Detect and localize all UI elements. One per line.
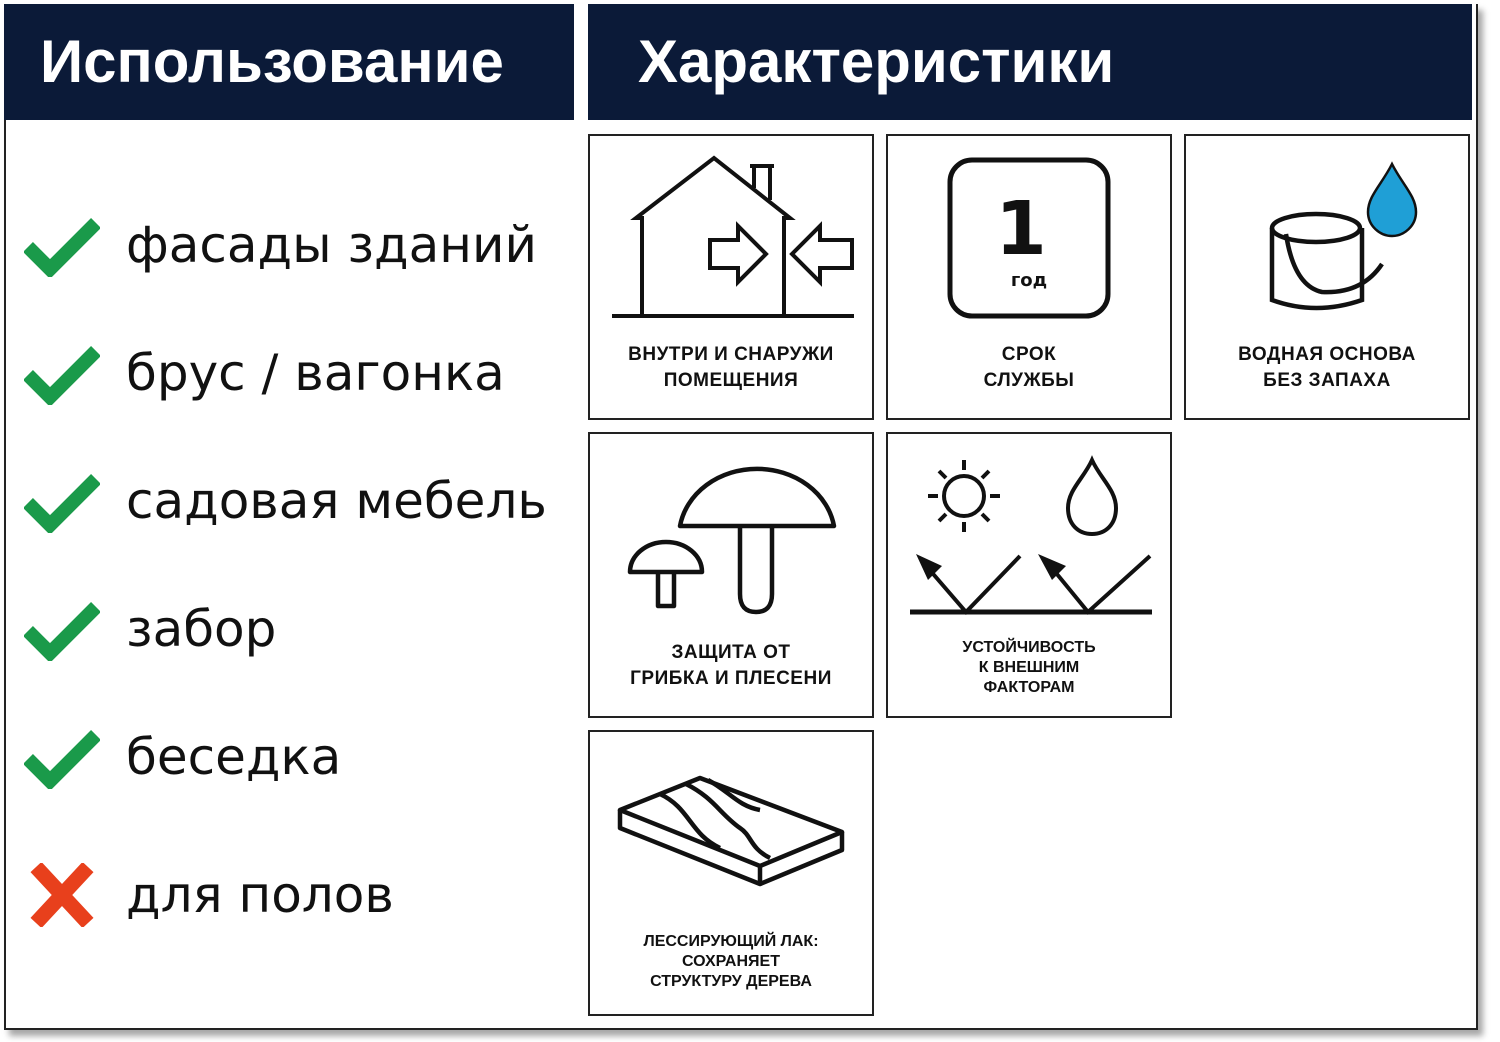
mushroom-icon [590,434,872,634]
house-arrows-icon [590,136,872,336]
check-icon [24,213,100,277]
usage-item-label: беседка [126,728,342,786]
feature-card-weather [886,432,1172,718]
usage-item [24,338,505,408]
feature-caption-line: ФАКТОРАМ [983,679,1075,696]
feature-caption-line: СРОК [1001,344,1057,365]
paint-bucket-drop-icon [1186,136,1468,336]
feature-card-fungus [588,432,874,718]
usage-item-label: брус / вагонка [126,344,505,402]
feature-card-glaze [588,730,874,1016]
feature-caption-line: ВНУТРИ И СНАРУЖИ [628,344,834,365]
usage-item-label: забор [126,600,277,658]
usage-item [24,594,276,664]
cross-icon [24,863,100,927]
usage-item [24,466,547,536]
service-life-number: 1 [995,186,1047,272]
characteristics-header: Характеристики [588,4,1472,120]
feature-caption-line: ПОМЕЩЕНИЯ [663,370,799,391]
check-icon [24,597,100,661]
feature-card-inside-outside [588,134,874,420]
service-life-unit: год [1010,270,1048,291]
feature-caption-line: ЛЕССИРУЮЩИЙ ЛАК: [643,933,819,950]
feature-caption-line: СЛУЖБЫ [983,370,1075,391]
usage-item [24,210,537,280]
feature-caption-line: БЕЗ ЗАПАХА [1263,370,1391,391]
usage-item [24,860,394,930]
usage-item-label: фасады зданий [126,216,537,274]
feature-caption-line: СТРУКТУРУ ДЕРЕВА [650,973,812,990]
sun-drop-deflect-icon [888,434,1170,634]
usage-item [24,722,341,792]
feature-card-service-life [886,134,1172,420]
feature-caption-line: СОХРАНЯЕТ [682,953,780,970]
feature-caption-line: К ВНЕШНИМ [978,659,1080,676]
feature-caption-line: ГРИБКА И ПЛЕСЕНИ [630,668,832,689]
check-icon [24,469,100,533]
usage-item-label: для полов [126,866,394,924]
feature-caption-line: УСТОЙЧИВОСТЬ [962,639,1096,656]
feature-caption-line: ВОДНАЯ ОСНОВА [1238,344,1416,365]
calendar-badge-icon [888,136,1170,336]
wood-plank-icon [590,732,872,932]
feature-caption-line: ЗАЩИТА ОТ [671,642,791,663]
check-icon [24,725,100,789]
check-icon [24,341,100,405]
usage-header: Использование [4,4,574,120]
usage-item-label: садовая мебель [126,472,547,530]
feature-card-water-based [1184,134,1470,420]
